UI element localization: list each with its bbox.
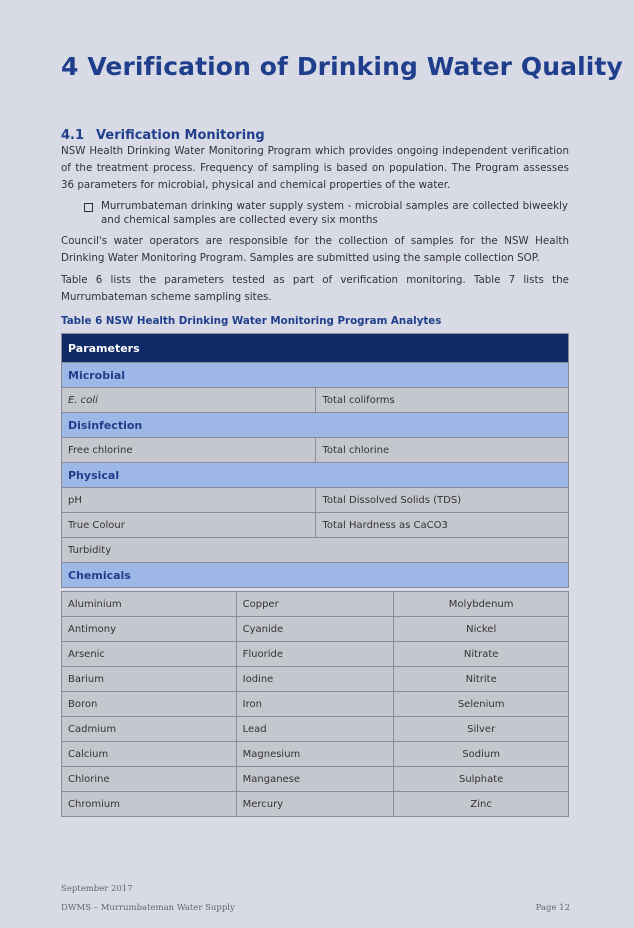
table-cell: Nickel — [394, 617, 569, 642]
table-cell: Iron — [236, 692, 394, 717]
footer-document-name: DWMS – Murrumbateman Water Supply — [61, 903, 235, 913]
table-row — [62, 488, 569, 513]
bullet-text: Murrumbateman drinking water supply system - microbial samples are collected biweekly and chemical samples are collected every six months — [101, 200, 568, 226]
section-label: Microbial — [62, 363, 569, 388]
section-row-chemicals — [62, 563, 569, 588]
table-row — [62, 642, 569, 667]
table-header-cell: Parameters — [62, 334, 569, 363]
section-title: Verification of Drinking Water Quality — [87, 52, 623, 81]
analytes-table — [61, 333, 569, 588]
section-label: Chemicals — [62, 563, 569, 588]
table-row — [62, 767, 569, 792]
table-cell: Manganese — [236, 767, 394, 792]
table-cell: Total Dissolved Solids (TDS) — [316, 488, 569, 513]
table-cell: Silver — [394, 717, 569, 742]
table-cell: Aluminium — [62, 592, 237, 617]
table-cell: Calcium — [62, 742, 237, 767]
table-cell: Total Hardness as CaCO3 — [316, 513, 569, 538]
table-cell: Barium — [62, 667, 237, 692]
table-cell: Copper — [236, 592, 394, 617]
subsection-number: 4.1 — [61, 128, 85, 143]
table-cell: Zinc — [394, 792, 569, 817]
table-cell: Cadmium — [62, 717, 237, 742]
table-cell: Chlorine — [62, 767, 237, 792]
table-caption: Table 6 NSW Health Drinking Water Monitoring Program Analytes — [61, 315, 442, 327]
table-cell: Total chlorine — [316, 438, 569, 463]
table-row — [62, 513, 569, 538]
table-row — [62, 538, 569, 563]
section-row-physical — [62, 463, 569, 488]
table-cell: Magnesium — [236, 742, 394, 767]
section-number: 4 — [61, 52, 79, 81]
section-row-microbial — [62, 363, 569, 388]
table-cell: Turbidity — [62, 538, 569, 563]
table-cell: Lead — [236, 717, 394, 742]
footer-date: September 2017 — [61, 884, 133, 894]
intro-paragraph: NSW Health Drinking Water Monitoring Program which provides ongoing independent verification of the treatment process. Frequency of sampling is based on population. The Program assesses 36 parameters for microbial, physical and chemical properties of the water. — [61, 145, 569, 191]
table-cell: Free chlorine — [62, 438, 316, 463]
table-row — [62, 617, 569, 642]
table-cell: Molybdenum — [394, 592, 569, 617]
table-cell: E. coli — [62, 388, 316, 413]
table-row — [62, 592, 569, 617]
table-cell: pH — [62, 488, 316, 513]
table-row — [62, 667, 569, 692]
table-cell: Sodium — [394, 742, 569, 767]
table-cell: True Colour — [62, 513, 316, 538]
table-cell: Sulphate — [394, 767, 569, 792]
section-row-disinfection — [62, 413, 569, 438]
table-cell: Mercury — [236, 792, 394, 817]
section-label: Disinfection — [62, 413, 569, 438]
table-row — [62, 692, 569, 717]
table-row — [62, 717, 569, 742]
table-header-row — [62, 334, 569, 363]
chemicals-table — [61, 591, 569, 817]
table-cell: Arsenic — [62, 642, 237, 667]
table-cell: Nitrite — [394, 667, 569, 692]
table-cell: Nitrate — [394, 642, 569, 667]
table-cell: Boron — [62, 692, 237, 717]
table-row — [62, 438, 569, 463]
table-cell: Antimony — [62, 617, 237, 642]
table-cell: Selenium — [394, 692, 569, 717]
table-cell: Total coliforms — [316, 388, 569, 413]
table-row — [62, 388, 569, 413]
table-cell: Iodine — [236, 667, 394, 692]
checkbox-bullet-icon — [84, 203, 93, 212]
bullet-item — [84, 199, 568, 227]
table-cell: Chromium — [62, 792, 237, 817]
tables-note-paragraph: Table 6 lists the parameters tested as part of verification monitoring. Table 7 lists the Murrumbateman scheme sampling sites. — [61, 274, 569, 303]
table-row — [62, 742, 569, 767]
table-row — [62, 792, 569, 817]
section-heading — [61, 52, 623, 81]
subsection-heading — [61, 128, 265, 143]
table-cell: Cyanide — [236, 617, 394, 642]
subsection-title: Verification Monitoring — [96, 128, 265, 143]
table-cell: Fluoride — [236, 642, 394, 667]
footer-page-number: Page 12 — [535, 903, 570, 913]
responsibility-paragraph: Council's water operators are responsible for the collection of samples for the NSW Health Drinking Water Monitoring Program. Samples are submitted using the sample collection SOP. — [61, 235, 569, 264]
section-label: Physical — [62, 463, 569, 488]
